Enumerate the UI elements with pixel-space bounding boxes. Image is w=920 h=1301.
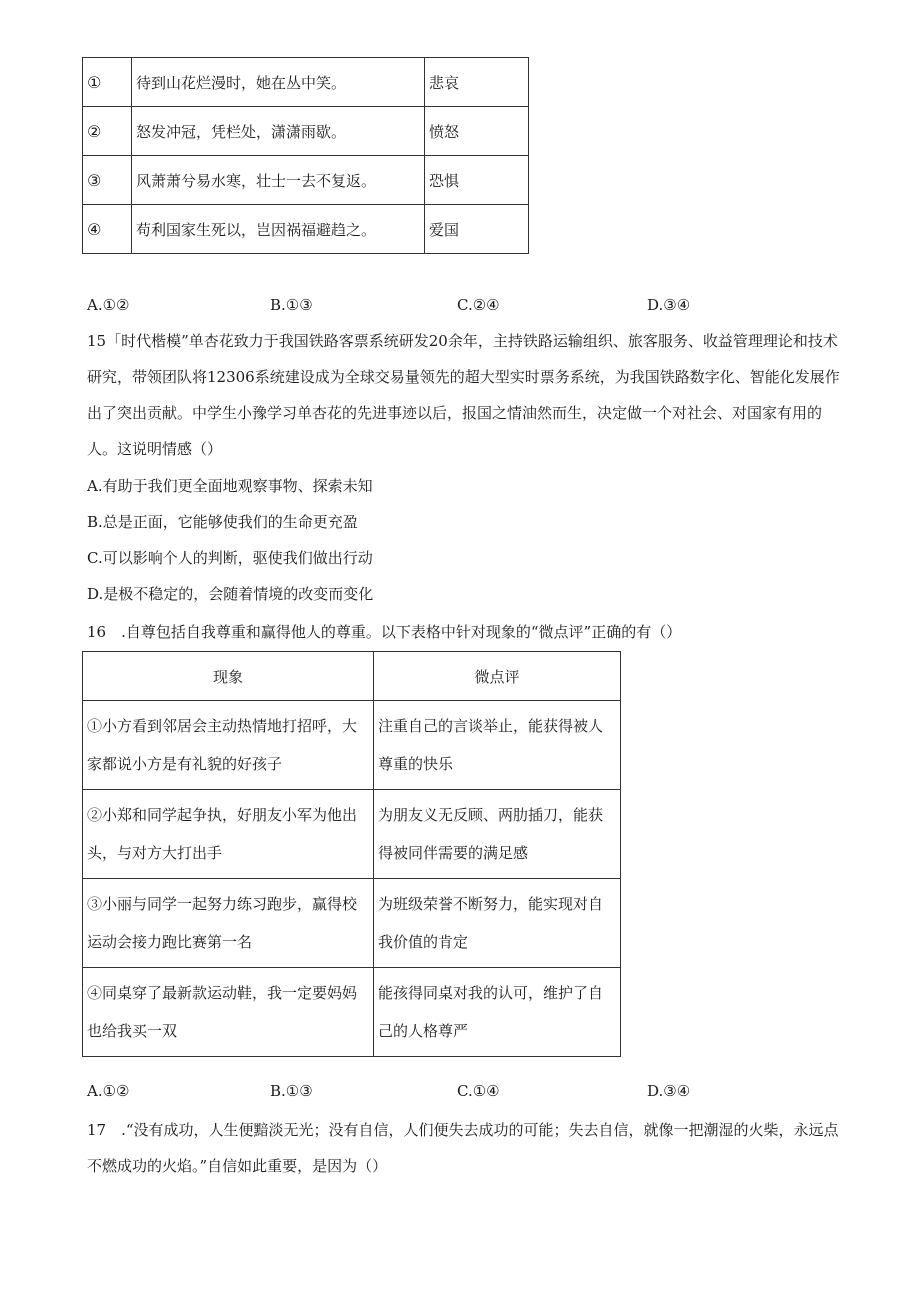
table-row <box>83 58 529 107</box>
table-row <box>83 968 621 1057</box>
emotion-label: 爱国 <box>425 205 529 254</box>
phenomenon-cell: ②小郑和同学起争执，好朋友小军为他出头，与对方大打出手 <box>83 790 374 879</box>
row-number: ① <box>83 58 132 107</box>
comment-cell: 为班级荣誉不断努力，能实现对自我价值的肯定 <box>374 879 621 968</box>
table-row <box>83 156 529 205</box>
table-row <box>83 205 529 254</box>
poem-line: 待到山花烂漫时，她在丛中笑。 <box>132 58 425 107</box>
option-d[interactable]: D.③④ <box>647 296 691 314</box>
option-a[interactable]: A.①② <box>87 1082 130 1100</box>
poem-line: 苟利国家生死以，岂因祸福避趋之。 <box>132 205 425 254</box>
row-number: ③ <box>83 156 132 205</box>
poem-line: 怒发冲冠，凭栏处，潇潇雨歇。 <box>132 107 425 156</box>
emotion-poem-table <box>82 57 529 254</box>
emotion-label: 恐惧 <box>425 156 529 205</box>
q16-options <box>87 1082 807 1106</box>
comment-cell: 能孩得同桌对我的认可，维护了自己的人格尊严 <box>374 968 621 1057</box>
row-number: ④ <box>83 205 132 254</box>
header-comment: 微点评 <box>374 652 621 701</box>
q15-option-c[interactable]: C.可以影响个人的判断，驱使我们做出行动 <box>87 549 373 567</box>
poem-line: 风萧萧兮易水寒，壮士一去不复返。 <box>132 156 425 205</box>
emotion-label: 悲哀 <box>425 58 529 107</box>
option-a[interactable]: A.①② <box>87 296 130 314</box>
comment-cell: 注重自己的言谈举止，能获得被人尊重的快乐 <box>374 701 621 790</box>
table-row <box>83 879 621 968</box>
table-row <box>83 701 621 790</box>
self-respect-table <box>82 651 621 1057</box>
q15-option-d[interactable]: D.是极不稳定的，会随着情境的改变而变化 <box>87 585 374 603</box>
phenomenon-cell: ③小丽与同学一起努力练习跑步，赢得校运动会接力跑比赛第一名 <box>83 879 374 968</box>
q15-option-b[interactable]: B.总是正面，它能够使我们的生命更充盈 <box>87 513 358 531</box>
option-c[interactable]: C.②④ <box>457 296 500 314</box>
header-phenomenon: 现象 <box>83 652 374 701</box>
q15-stem: 15「时代楷模”单杏花致力于我国铁路客票系统研发20余年，主持铁路运输组织、旅客服务、收益管理理论和技术研究，带领团队将12306系统建设成为全球交易量领先的超大型实时票务系统，为我国铁路数字化、智能化发展作出了突出贡献。中学生小豫学习单杏花的先进事迹以后，报国之情油然而生，决定做一个对社会、对国家有用的人。这说明情感（） <box>87 332 840 458</box>
q17-stem: 17 .“没有成功，人生便黯淡无光；没有自信，人们便失去成功的可能；失去自信，就像一把潮湿的火柴，永远点不燃成功的火焰。”自信如此重要，是因为（） <box>87 1121 839 1175</box>
phenomenon-cell: ①小方看到邻居会主动热情地打招呼，大家都说小方是有礼貌的好孩子 <box>83 701 374 790</box>
table-row <box>83 790 621 879</box>
table-row <box>83 107 529 156</box>
q16-stem: 16 .自尊包括自我尊重和赢得他人的尊重。以下表格中针对现象的“微点评”正确的有（） <box>87 623 682 641</box>
option-c[interactable]: C.①④ <box>457 1082 500 1100</box>
comment-cell: 为朋友义无反顾、两肋插刀，能获得被同伴需要的满足感 <box>374 790 621 879</box>
emotion-label: 愤怒 <box>425 107 529 156</box>
row-number: ② <box>83 107 132 156</box>
option-d[interactable]: D.③④ <box>647 1082 691 1100</box>
table-header-row <box>83 652 621 701</box>
phenomenon-cell: ④同桌穿了最新款运动鞋，我一定要妈妈也给我买一双 <box>83 968 374 1057</box>
q14-options <box>87 296 807 320</box>
option-b[interactable]: B.①③ <box>270 1082 313 1100</box>
option-b[interactable]: B.①③ <box>270 296 313 314</box>
q15-option-a[interactable]: A.有助于我们更全面地观察事物、探索未知 <box>87 477 373 495</box>
